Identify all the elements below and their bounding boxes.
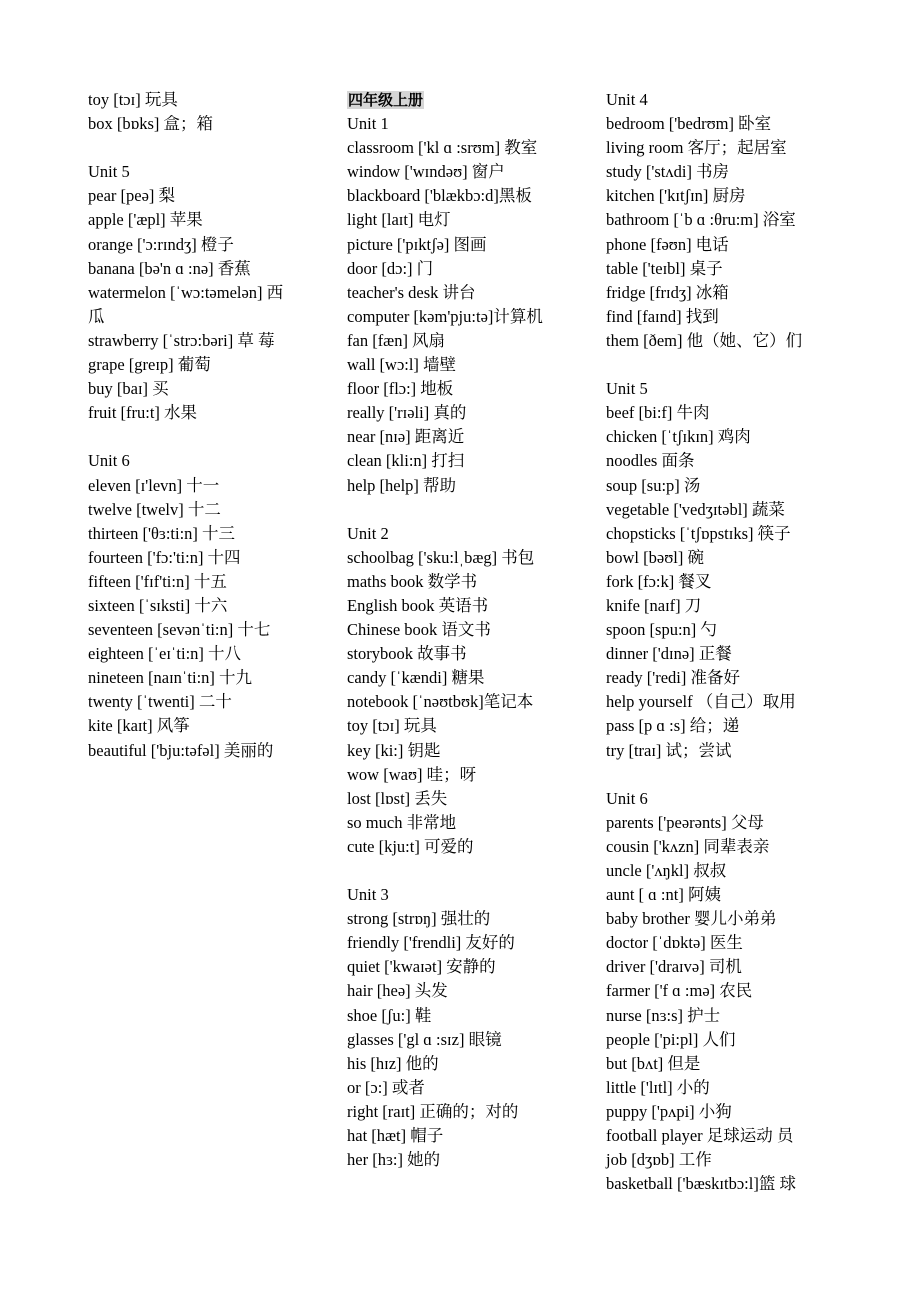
vocab-entry: his [hɪz] 他的	[347, 1053, 439, 1073]
vocab-entry: orange ['ɔ:rɪndʒ] 橙子	[88, 234, 234, 254]
vocab-entry: near [nɪə] 距离近	[347, 427, 465, 447]
vocab-entry: fridge [frɪdʒ] 冰箱	[606, 282, 729, 302]
vocab-entry: blackboard ['blækbɔ:d]黑板	[347, 186, 532, 206]
unit-heading: Unit 3	[347, 885, 389, 905]
vocab-entry: but [bʌt] 但是	[606, 1053, 701, 1073]
vocab-entry: little ['lɪtl] 小的	[606, 1077, 710, 1097]
blank-line	[347, 859, 587, 883]
vocab-entry: fork [fɔ:k] 餐叉	[606, 571, 712, 591]
vocab-entry: nineteen [naɪnˈti:n] 十九	[88, 668, 253, 688]
vocab-entry: eighteen [ˈeɪˈti:n] 十八	[88, 644, 242, 664]
vocab-entry: apple ['æpl] 苹果	[88, 210, 203, 230]
vocab-entry: picture ['pɪktʃə] 图画	[347, 234, 487, 254]
vocab-entry: job [dʒɒb] 工作	[606, 1150, 712, 1170]
blank-line	[606, 763, 846, 787]
unit-heading: Unit 5	[88, 162, 130, 182]
vocab-entry: cousin ['kʌzn] 同辈表亲	[606, 836, 770, 856]
vocab-entry: strawberry [ˈstrɔ:bəri] 草 莓	[88, 330, 275, 350]
vocab-entry: dinner ['dɪnə] 正餐	[606, 644, 732, 664]
vocab-entry: buy [baɪ] 买	[88, 379, 169, 399]
vocab-entry: right [raɪt] 正确的；对的	[347, 1101, 519, 1121]
vocab-entry: hair [heə] 头发	[347, 981, 448, 1001]
vocab-entry: phone [fəʊn] 电话	[606, 234, 729, 254]
vocab-entry: box [bɒks] 盒；箱	[88, 114, 214, 134]
column-2	[347, 88, 587, 1172]
vocab-entry: table ['teɪbl] 桌子	[606, 258, 723, 278]
vocab-entry: seventeen [sevənˈti:n] 十七	[88, 620, 271, 640]
vocab-entry: find [faɪnd] 找到	[606, 306, 719, 326]
unit-heading: Unit 6	[88, 451, 130, 471]
vocab-entry: classroom ['kl ɑ :srʊm] 教室	[347, 138, 538, 158]
vocab-entry: maths book 数学书	[347, 571, 478, 591]
vocab-entry: wall [wɔ:l] 墙壁	[347, 355, 457, 375]
vocab-entry: thirteen ['θɜ:ti:n] 十三	[88, 523, 236, 543]
vocab-entry: fruit [fru:t] 水果	[88, 403, 198, 423]
vocab-entry: pass [p ɑ :s] 给；递	[606, 716, 740, 736]
vocab-entry: teacher's desk 讲台	[347, 282, 476, 302]
vocab-entry: help yourself （自己）取用	[606, 692, 796, 712]
vocab-entry: grape [greɪp] 葡萄	[88, 355, 211, 375]
vocab-entry: chicken [ˈtʃɪkɪn] 鸡肉	[606, 427, 751, 447]
vocab-entry: baby brother 婴儿小弟弟	[606, 909, 777, 929]
vocab-entry: soup [su:p] 汤	[606, 475, 701, 495]
vocab-entry: driver ['draɪvə] 司机	[606, 957, 742, 977]
column-3	[606, 88, 846, 1196]
vocab-entry: pear [peə] 梨	[88, 186, 176, 206]
vocab-entry: aunt [ ɑ :nt] 阿姨	[606, 885, 721, 905]
vocab-entry: noodles 面条	[606, 451, 695, 471]
vocab-entry: quiet ['kwaɪət] 安静的	[347, 957, 496, 977]
vocab-entry: fifteen ['fɪf'ti:n] 十五	[88, 571, 227, 591]
vocab-entry: 瓜	[88, 306, 105, 326]
vocab-entry: kite [kaɪt] 风筝	[88, 716, 190, 736]
vocab-entry: people ['pi:pl] 人们	[606, 1029, 736, 1049]
vocab-entry: doctor [ˈdɒktə] 医生	[606, 933, 743, 953]
vocab-entry: candy [ˈkændi] 糖果	[347, 668, 485, 688]
vocab-entry: Chinese book 语文书	[347, 620, 491, 640]
vocab-entry: watermelon [ˈwɔ:təmelən] 西	[88, 282, 284, 302]
vocab-entry: uncle ['ʌŋkl] 叔叔	[606, 861, 727, 880]
vocab-entry: twelve [twelv] 十二	[88, 499, 221, 519]
vocab-entry: knife [naɪf] 刀	[606, 595, 702, 615]
vocab-entry: light [laɪt] 电灯	[347, 210, 451, 230]
vocab-entry: spoon [spu:n] 勺	[606, 620, 717, 640]
unit-heading: Unit 5	[606, 379, 648, 399]
unit-heading: Unit 4	[606, 90, 648, 109]
vocab-entry: vegetable ['vedʒɪtəbl] 蔬菜	[606, 499, 785, 519]
vocab-entry: living room 客厅；起居室	[606, 138, 787, 158]
vocab-entry: football player 足球运动 员	[606, 1126, 794, 1146]
unit-heading: Unit 2	[347, 523, 389, 543]
vocab-entry: strong [strɒŋ] 强壮的	[347, 909, 491, 929]
vocab-entry: basketball ['bæskɪtbɔ:l]篮 球	[606, 1174, 796, 1194]
vocab-entry: bedroom ['bedrʊm] 卧室	[606, 114, 772, 134]
vocab-entry: beautiful ['bju:təfəl] 美丽的	[88, 740, 274, 760]
vocab-entry: floor [flɔ:] 地板	[347, 379, 454, 399]
vocab-entry: puppy ['pʌpi] 小狗	[606, 1101, 732, 1121]
blank-line	[347, 498, 587, 522]
vocab-entry: computer [kəm'pju:tə]计算机	[347, 306, 543, 326]
blank-line	[88, 425, 323, 449]
vocab-entry: ready ['redi] 准备好	[606, 668, 741, 688]
vocab-entry: fourteen ['fɔ:'ti:n] 十四	[88, 547, 241, 567]
vocab-entry: so much 非常地	[347, 812, 457, 832]
vocab-entry: door [dɔ:] 门	[347, 258, 434, 278]
vocab-entry: bowl [bəʊl] 碗	[606, 547, 704, 567]
vocab-entry: window ['wɪndəʊ] 窗户	[347, 162, 505, 182]
vocab-entry: bathroom [ˈb ɑ :θru:m] 浴室	[606, 210, 796, 230]
vocab-entry: toy [tɔɪ] 玩具	[88, 90, 178, 109]
blank-line	[606, 353, 846, 377]
vocab-entry: or [ɔ:] 或者	[347, 1077, 425, 1097]
vocab-entry: storybook 故事书	[347, 644, 467, 664]
column-1	[88, 88, 323, 763]
vocab-entry: twenty [ˈtwenti] 二十	[88, 692, 232, 712]
vocab-entry: hat [hæt] 帽子	[347, 1126, 444, 1146]
vocab-entry: them [ðem] 他（她、它）们	[606, 330, 803, 350]
vocab-entry: glasses ['gl ɑ :sɪz] 眼镜	[347, 1029, 502, 1049]
unit-heading: Unit 6	[606, 788, 648, 808]
vocab-entry: kitchen ['kɪtʃɪn] 厨房	[606, 186, 746, 206]
vocab-entry: key [ki:] 钥匙	[347, 740, 441, 760]
grade-heading-line	[347, 88, 587, 112]
vocab-entry: lost [lɒst] 丢失	[347, 788, 448, 808]
vocab-entry: shoe [ʃu:] 鞋	[347, 1005, 432, 1025]
vocab-entry: clean [kli:n] 打扫	[347, 451, 465, 471]
vocab-entry: cute [kju:t] 可爱的	[347, 836, 474, 856]
vocab-entry: parents ['peərənts] 父母	[606, 812, 764, 832]
vocab-entry: wow [waʊ] 哇；呀	[347, 764, 477, 784]
grade-heading: 四年级上册	[348, 91, 424, 109]
vocab-entry: banana [bə'n ɑ :nə] 香蕉	[88, 258, 251, 278]
vocab-entry: schoolbag ['sku:lˌbæg] 书包	[347, 547, 535, 567]
vocab-entry: help [help] 帮助	[347, 475, 457, 495]
vocab-entry: beef [bi:f] 牛肉	[606, 403, 710, 423]
vocab-entry: nurse [nɜ:s] 护士	[606, 1005, 721, 1025]
vocab-entry: eleven [ɪ'levn] 十一	[88, 475, 220, 495]
vocab-entry: her [hɜ:] 她的	[347, 1150, 441, 1170]
blank-line	[88, 136, 323, 160]
vocab-entry: study ['stʌdi] 书房	[606, 162, 730, 182]
vocab-entry: sixteen [ˈsɪksti] 十六	[88, 595, 228, 615]
vocab-entry: try [traɪ] 试；尝试	[606, 740, 732, 760]
unit-heading: Unit 1	[347, 114, 389, 134]
vocab-entry: fan [fæn] 风扇	[347, 330, 446, 350]
vocab-entry: toy [tɔɪ] 玩具	[347, 716, 437, 736]
vocab-entry: English book 英语书	[347, 595, 489, 615]
vocab-entry: really ['rɪəli] 真的	[347, 403, 467, 423]
vocab-entry: notebook [ˈnəʊtbʊk]笔记本	[347, 692, 534, 712]
vocab-entry: chopsticks [ˈtʃɒpstɪks] 筷子	[606, 523, 791, 543]
vocab-entry: farmer ['f ɑ :mə] 农民	[606, 981, 753, 1001]
vocab-entry: friendly ['frendli] 友好的	[347, 933, 515, 953]
